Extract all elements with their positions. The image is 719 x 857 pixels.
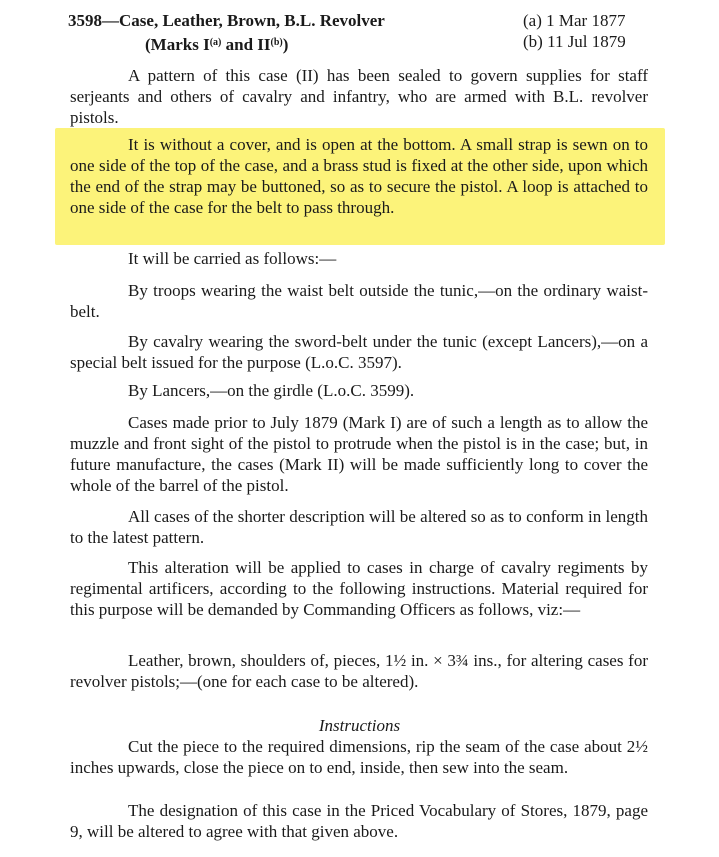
paragraph-12: The designation of this case in the Priced Vocabulary of Stores, 1879, page 9, will be altered to agree with that given above. [70, 801, 648, 841]
paragraph-2: It is without a cover, and is open at the bottom. A small strap is sewn on to one side of the top of the case, and a brass stud is fixed at the other side, upon which the end of the strap may be buttoned, so as to secure the pistol. A loop is attached to one side of the case for the belt to pass through. [70, 135, 648, 217]
paragraph-9: This alteration will be applied to cases in charge of cavalry regiments by regimental artificers, according to the following instructions. Material required for this purpose will be demanded by Commanding Officers as follows, viz:— [70, 558, 648, 619]
instructions-heading: Instructions [318, 716, 401, 735]
entry-title: 3598—Case, Leather, Brown, B.L. Revolver [68, 11, 385, 30]
marks-suffix: ) [282, 35, 289, 54]
entry-header [68, 8, 658, 56]
mark-a-sup: (a) [209, 37, 222, 48]
date-a: (a) 1 Mar 1877 [523, 11, 626, 30]
paragraph-8: All cases of the shorter description will be altered so as to conform in length to the latest pattern. [70, 507, 648, 547]
marks-mid: and II [221, 35, 271, 54]
paragraph-11: Cut the piece to the required dimensions, rip the seam of the case about 2½ inches upwards, close the piece on to end, inside, then sew into the seam. [70, 737, 648, 777]
entry-marks [145, 32, 288, 55]
date-b: (b) 11 Jul 1879 [523, 32, 626, 51]
paragraph-6: By Lancers,—on the girdle (L.o.C. 3599). [128, 381, 415, 400]
paragraph-4: By troops wearing the waist belt outside the tunic,—on the ordinary waist-belt. [70, 281, 648, 321]
marks-prefix: (Marks I [145, 35, 210, 54]
paragraph-7: Cases made prior to July 1879 (Mark I) are of such a length as to allow the muzzle and front sight of the pistol to protrude when the pistol is in the case; but, in future manufacture, the cases (Mark II) will be made sufficiently long to cover the whole of the barrel of the pistol. [70, 413, 648, 495]
paragraph-5: By cavalry wearing the sword-belt under the tunic (except Lancers),—on a special belt issued for the purpose (L.o.C. 3597). [70, 332, 648, 372]
paragraph-3: It will be carried as follows:— [128, 249, 337, 268]
paragraph-10: Leather, brown, shoulders of, pieces, 1½ in. × 3¾ ins., for altering cases for revolver pistols;—(one for each case to be altered). [70, 651, 648, 691]
mark-b-sup: (b) [270, 37, 283, 48]
paragraph-1: A pattern of this case (II) has been sealed to govern supplies for staff serjeants and others of cavalry and infantry, who are armed with B.L. revolver pistols. [70, 66, 648, 127]
